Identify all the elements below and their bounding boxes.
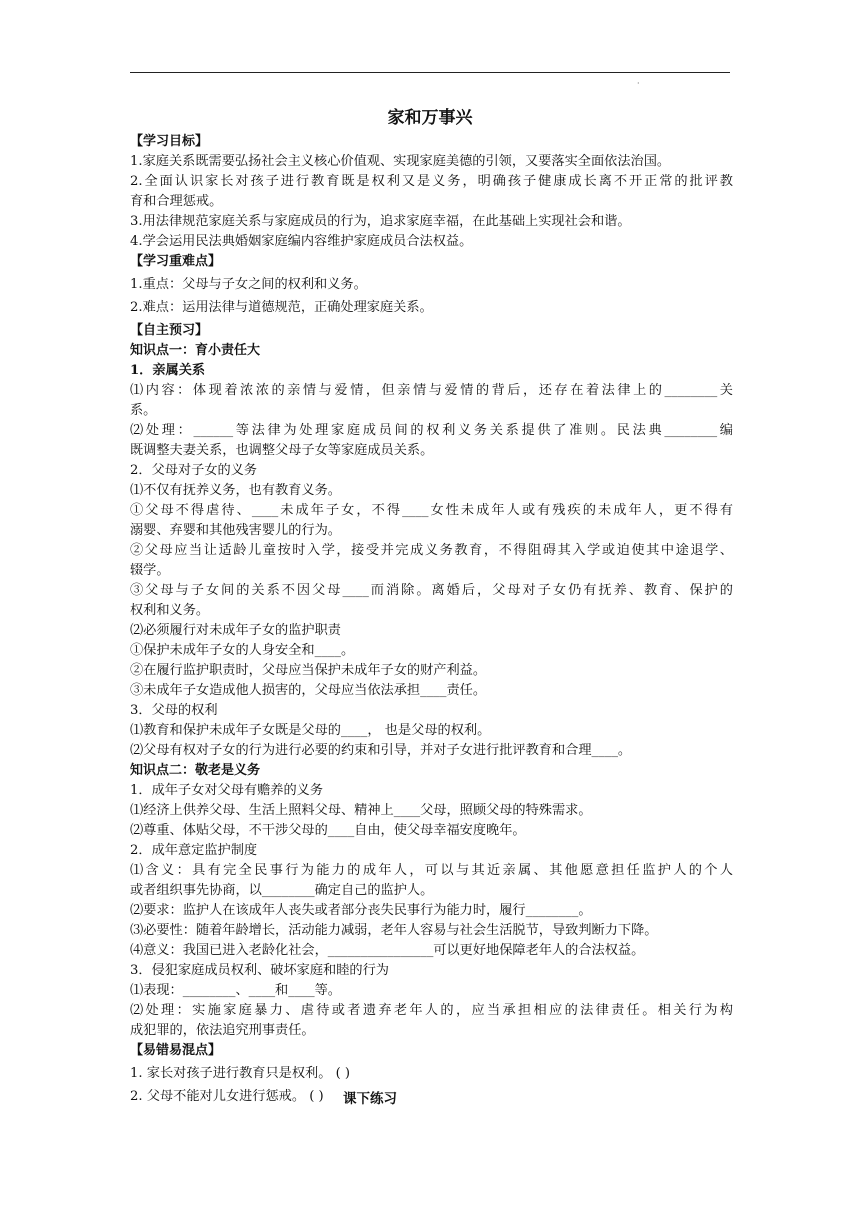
goal-line: 1.家庭关系既需要弘扬社会主义核心价值观、实现家庭美德的引领，又要落实全面依法治国。 [130, 154, 671, 169]
text-line: ⑶必要性：随着年龄增长，活动能力减弱，老年人容易与社会生活脱节，导致判断力下降。 [130, 923, 658, 938]
text-line: ⑵要求：监护人在该成年人丧失或者部分丧失民事行为能力时，履行________。 [130, 903, 592, 918]
subheading: 3．侵犯家庭成员权利、破坏家庭和睦的行为 [130, 963, 389, 978]
text-line: ⑵处理：实施家庭暴力、虐待或者遗弃老年人的，应当承担相应的法律责任。相关行为构 [130, 1003, 733, 1018]
text-line: 辍学。 [130, 563, 170, 578]
header-rule [130, 72, 730, 73]
text-line: 成犯罪的，依法追究刑事责任。 [130, 1023, 315, 1038]
section-heading-keypoints: 【学习重难点】 [130, 254, 222, 269]
subheading: 2．成年意定监护制度 [130, 843, 258, 858]
text-line: ⑴不仅有抚养义务，也有教育义务。 [130, 483, 341, 498]
text-line: ③未成年子女造成他人损害的，父母应当依法承担____责任。 [130, 683, 487, 698]
text-line: ⑴经济上供养父母、生活上照料父母、精神上____父母，照顾父母的特殊需求。 [130, 803, 592, 818]
goal-line: 2.全面认识家长对孩子进行教育既是权利又是义务，明确孩子健康成长离不开正常的批评教 [130, 174, 733, 189]
section-heading-mistakes: 【易错易混点】 [130, 1043, 222, 1058]
text-line: ⑴含义：具有完全民事行为能力的成年人，可以与其近亲属、其他愿意担任监护人的个人 [130, 863, 733, 878]
document-title: 家和万事兴 [387, 108, 473, 128]
mistake-item: 1. 家长对孩子进行教育只是权利。 ( ) [130, 1066, 351, 1081]
text-line: 既调整夫妻关系，也调整父母子女等家庭成员关系。 [130, 443, 434, 458]
knowledge-point-1-title: 知识点一：育小责任大 [130, 343, 261, 358]
keypoint-line: 2.难点：运用法律与道德规范，正确处理家庭关系。 [130, 300, 433, 315]
section-heading-preview: 【自主预习】 [130, 323, 209, 338]
section-heading-goals: 【学习目标】 [130, 134, 209, 149]
text-line: ⑴表现：________、____和____等。 [130, 983, 341, 998]
text-line: ②父母应当让适龄儿童按时入学，接受并完成义务教育，不得阻碍其入学或迫使其中途退学、 [130, 543, 733, 558]
text-line: ⑵尊重、体贴父母，不干涉父母的____自由，使父母幸福安度晚年。 [130, 823, 526, 838]
text-line: ③父母与子女间的关系不因父母____而消除。离婚后，父母对子女仍有抚养、教育、保护的 [130, 583, 733, 598]
document-body [130, 132, 733, 1107]
text-line: ⑵必须履行对未成年子女的监护职责 [130, 623, 341, 638]
text-line: ⑷意义：我国已进入老龄化社会，________________可以更好地保障老年人的合法权益。 [130, 943, 645, 958]
subheading: 1．成年子女对父母有赡养的义务 [130, 783, 324, 798]
mistake-item: 2. 父母不能对儿女进行惩戒。 ( ) [130, 1089, 324, 1104]
text-line: ①父母不得虐待、____未成年子女，不得____女性未成年人或有残疾的未成年人，更不得有 [130, 503, 733, 518]
text-line: ②在履行监护职责时，父母应当保护未成年子女的财产利益。 [130, 663, 487, 678]
text-line: ①保护未成年子女的人身安全和____。 [130, 643, 355, 658]
header-mark: · [637, 79, 640, 88]
subheading: 3．父母的权利 [130, 703, 218, 718]
keypoint-line: 1.重点：父母与子女之间的权利和义务。 [130, 277, 367, 292]
text-line: 或者组织事先协商，以________确定自己的监护人。 [130, 883, 434, 898]
goal-line: 4.学会运用民法典婚姻家庭编内容维护家庭成员合法权益。 [130, 234, 473, 249]
knowledge-point-2-title: 知识点二：敬老是义务 [130, 763, 261, 778]
text-line: 系。 [130, 403, 157, 418]
subheading: 1．亲属关系 [130, 363, 206, 378]
goal-line: 3.用法律规范家庭关系与家庭成员的行为，追求家庭幸福，在此基础上实现社会和谐。 [130, 214, 631, 229]
text-line: 溺婴、弃婴和其他残害婴儿的行为。 [130, 523, 341, 538]
text-line: ⑴教育和保护未成年子女既是父母的____， 也是父母的权利。 [130, 723, 491, 738]
exercise-heading: 课下练习 [343, 1091, 397, 1107]
text-line: ⑴内容：体现着浓浓的亲情与爱情，但亲情与爱情的背后，还存在着法律上的________关 [130, 383, 733, 398]
subheading: 2．父母对子女的义务 [130, 463, 258, 478]
text-line: ⑵父母有权对子女的行为进行必要的约束和引导，并对子女进行批评教育和合理____。 [130, 743, 632, 758]
text-line: ⑵处理：______等法律为处理家庭成员间的权利义务关系提供了准则。民法典________编 [130, 423, 733, 438]
goal-line: 育和合理惩戒。 [130, 194, 223, 209]
text-line: 权利和义务。 [130, 603, 210, 618]
